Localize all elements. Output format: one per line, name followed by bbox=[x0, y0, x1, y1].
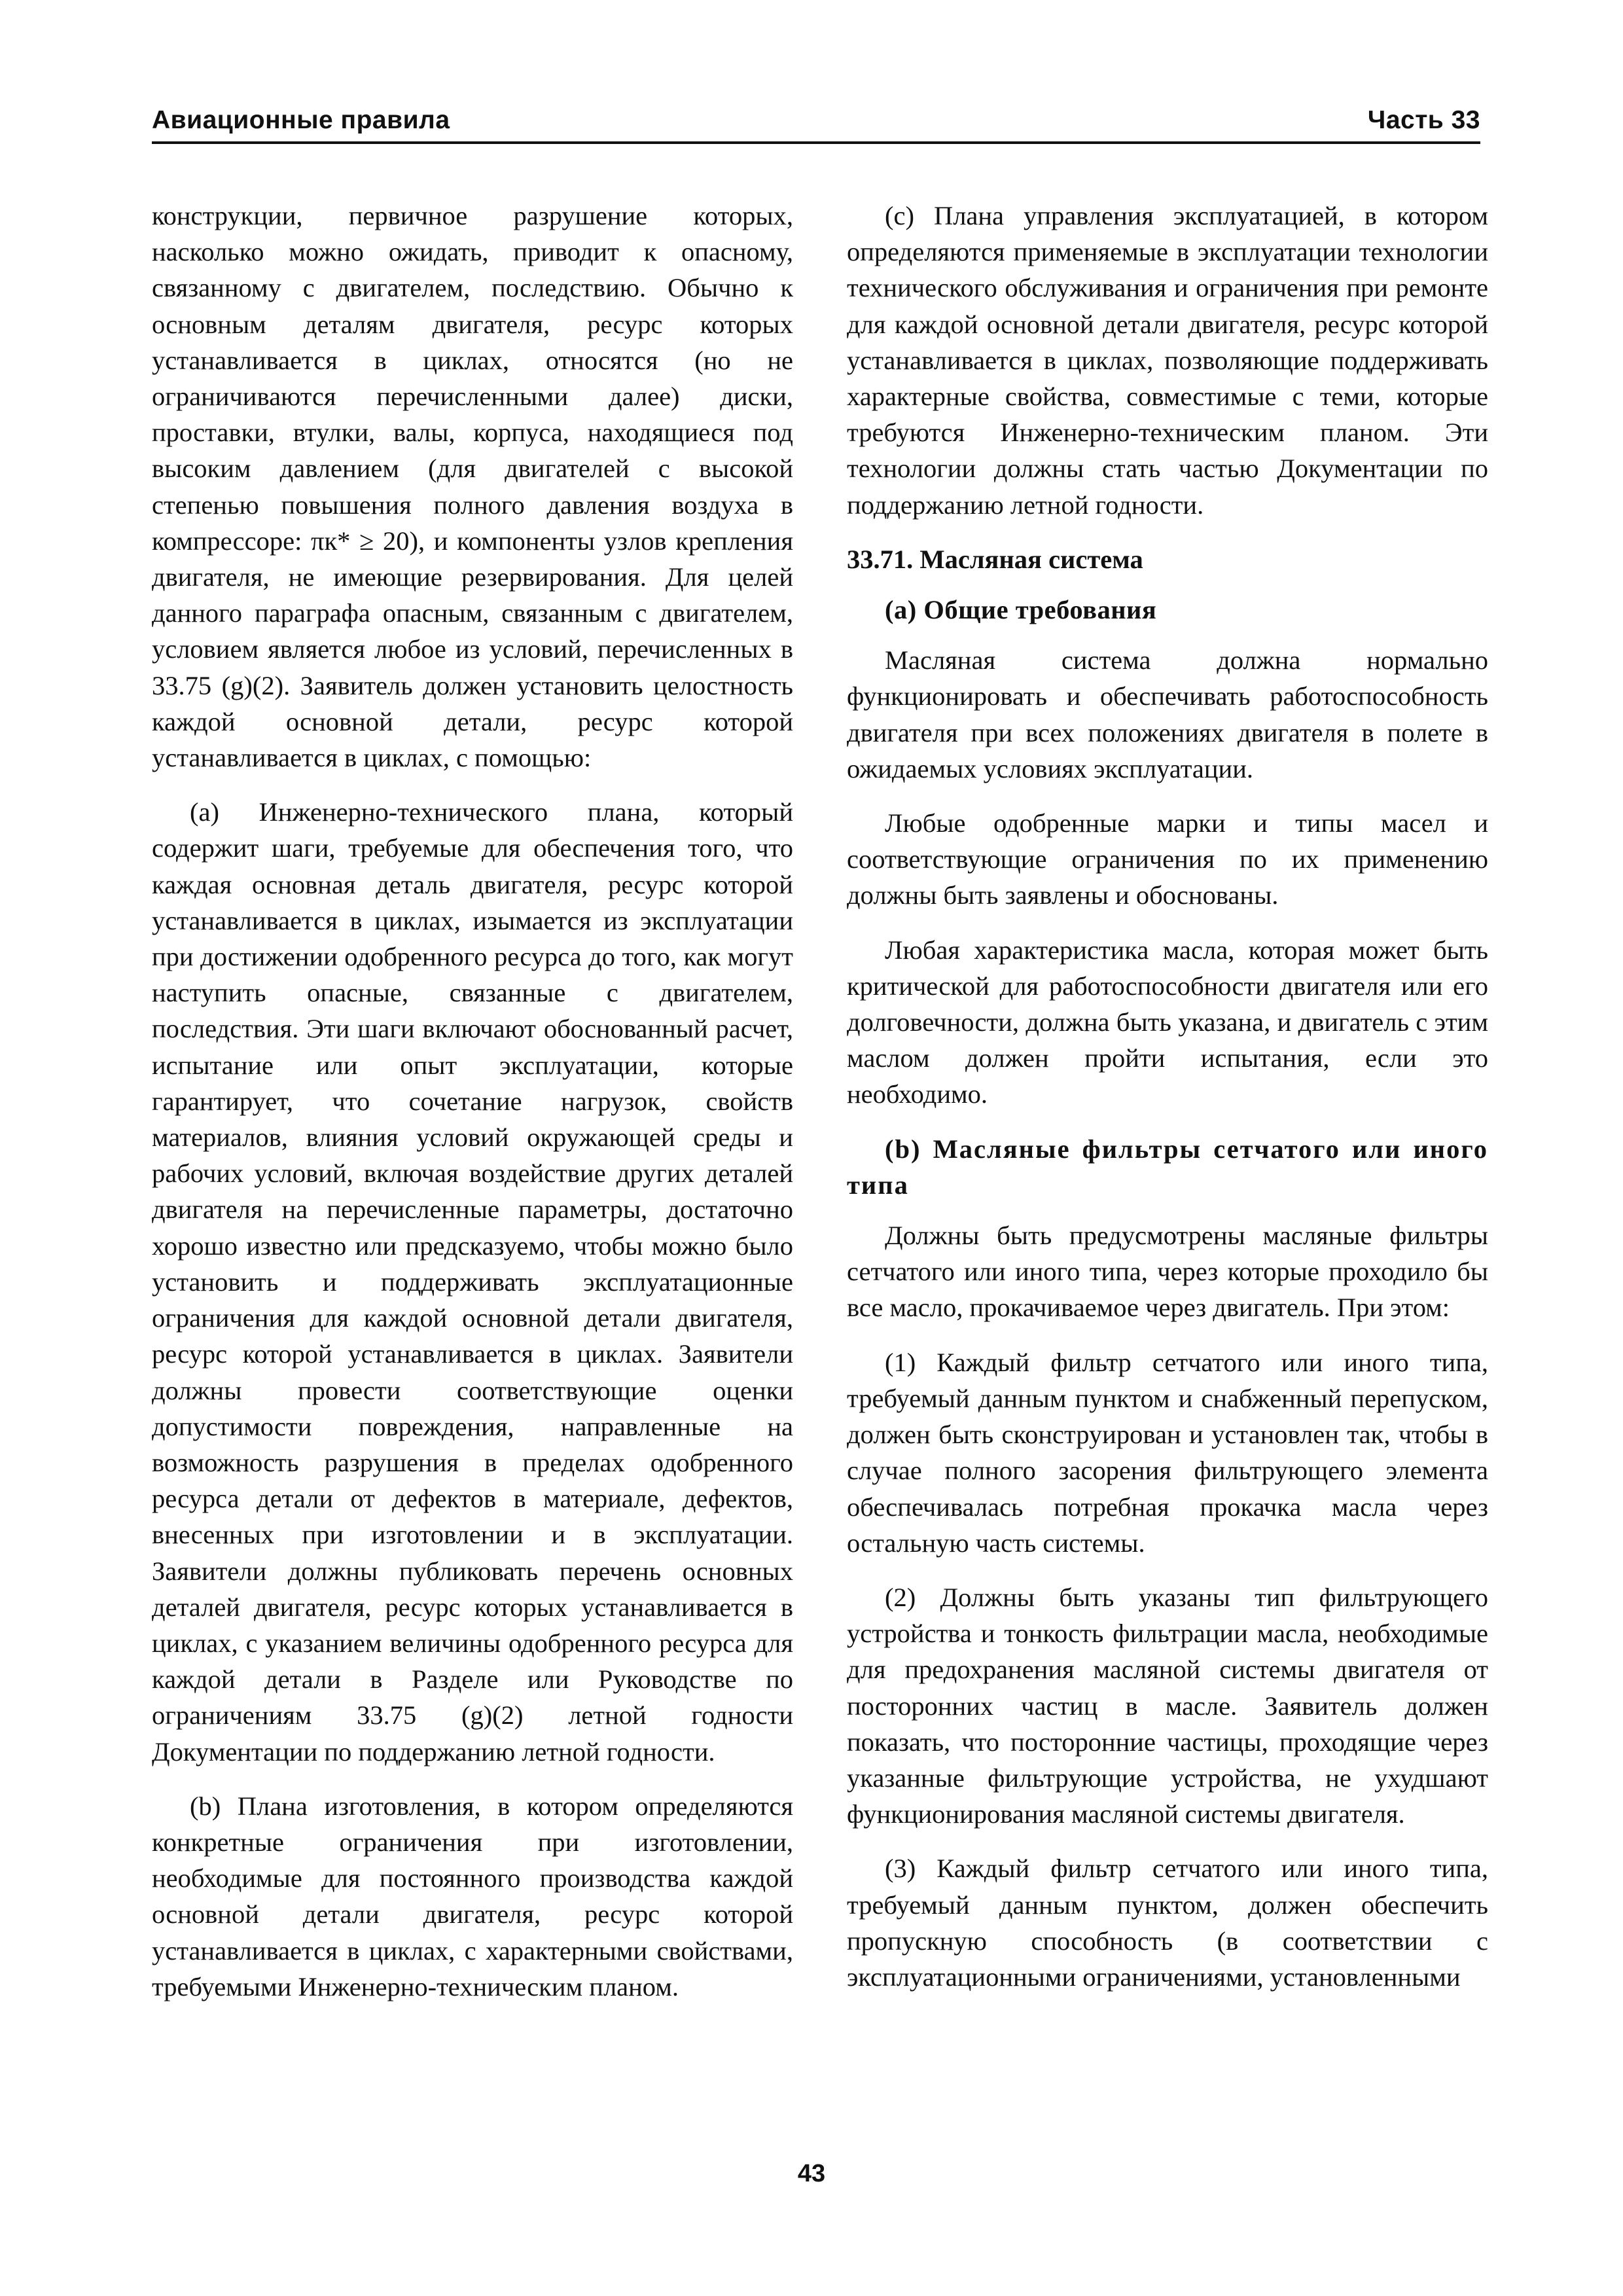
filter-item-1: (1) Каждый фильтр сетчатого или иного типа, требуемый данным пунктом и снабженный перепуском, должен быть сконструирован и установлен так, чтобы в случае полного засорения фильтрующего элемента обеспечивалась потребная прокачка масла через остальную часть системы. bbox=[847, 1347, 1488, 1558]
left-column bbox=[152, 198, 793, 2023]
manufacturing-plan-item: (b) Плана изготовления, в котором определяются конкретные ограничения при изготовлении, необходимые для постоянного производства каждой основной детали двигателя, ресурс которой устанавливается в циклах, с характерными свойствами, требуемыми Инженерно-техническим планом. bbox=[152, 1791, 793, 2001]
engineering-plan-item: (а) Инженерно-технического плана, который содержит шаги, требуемые для обеспечения того, что каждая основная деталь двигателя, ресурс которой устанавливается в циклах, изымается из эксплуатации при достижении одобренного ресурса до того, как могут наступить опасные, связанные с двигателем, последствия. Эти шаги включают обоснованный расчет, испытание или опыт эксплуатации, которые гарантирует, что сочетание нагрузок, свойств материалов, влияния условий окружающей среды и рабочих условий, включая воздействие других деталей двигателя на перечисленные параметры, достаточно хорошо известно или предсказуемо, чтобы можно было установить и поддерживать эксплуатационные ограничения для каждой основной детали двигателя, ресурс которой устанавливается в циклах. Заявители должны провести соответствующие оценки допустимости повреждения, направленные на возможность разрушения в пределах одобренного ресурса детали от дефектов в материале, дефектов, внесенных при изготовлении и в эксплуатации. Заявители должны публиковать перечень основных деталей двигателя, ресурс которых устанавливается в циклах, с указанием величины одобренного ресурса для каждой детали в Разделе или Руководстве по ограничениям 33.75 (g)(2) летной годности Документации по поддержанию летной годности. bbox=[152, 797, 793, 1767]
oil-system-paragraph-3: Любая характеристика масла, которая может быть критической для работоспособности двигателя или его долговечности, должна быть указана, и двигатель с этим маслом должен пройти испытания, если это необходимо. bbox=[847, 935, 1488, 1109]
intro-paragraph: конструкции, первичное разрушение которых, насколько можно ожидать, приводит к опасному, связанному с двигателем, последствию. Обычно к основным деталям двигателя, ресурс которых устанавливается в циклах, относятся (но не ограничиваются перечисленными далее) диски, проставки, втулки, валы, корпуса, находящиеся под высоким давлением (для двигателей с высокой степенью повышения полного давления воздуха в компрессоре: πк* ≥ 20), и компоненты узлов крепления двигателя, не имеющие резервирования. Для целей данного параграфа опасным, связанным с двигателем, условием является любое из условий, перечисленных в 33.75 (g)(2). Заявитель должен установить целостность каждой основной детали, ресурс которой устанавливается в циклах, с помощью: bbox=[152, 201, 793, 773]
section-heading-oil-system: 33.71. Масляная система bbox=[847, 544, 1143, 574]
right-column bbox=[847, 198, 1488, 2013]
subsection-heading-filters: (b) Масляные фильтры сетчатого или иного типа bbox=[847, 1134, 1488, 1200]
filter-item-3: (3) Каждый фильтр сетчатого или иного типа, требуемый данным пунктом, должен обеспечить пропускную способность (в соответствии с эксплуатационными ограничениями, установленными bbox=[847, 1854, 1488, 1992]
running-header bbox=[152, 105, 1480, 144]
oil-system-paragraph-1: Масляная система должна нормально функционировать и обеспечивать работоспособность двигателя при всех положениях двигателя в полете в ожидаемых условиях эксплуатации. bbox=[847, 645, 1488, 783]
page-number: 43 bbox=[797, 2160, 826, 2187]
filter-item-2: (2) Должны быть указаны тип фильтрующего устройства и тонкость фильтрации масла, необходимые для предохранения масляной системы двигателя от посторонних частиц в масле. Заявитель должен показать, что посторонние частицы, проходящие через указанные фильтрующие устройства, не ухудшают функционирования масляной системы двигателя. bbox=[847, 1582, 1488, 1829]
header-publication-title: Авиационные правила bbox=[152, 106, 450, 134]
subsection-heading-general: (а) Общие требования bbox=[885, 595, 1157, 625]
header-part-number: Часть 33 bbox=[1367, 106, 1480, 134]
filters-paragraph: Должны быть предусмотрены масляные фильтры сетчатого или иного типа, через которые проходило бы все масло, прокачиваемое через двигатель. При этом: bbox=[847, 1221, 1488, 1323]
service-plan-item: (c) Плана управления эксплуатацией, в котором определяются применяемые в эксплуатации технологии технического обслуживания и ограничения при ремонте для каждой основной детали двигателя, ресурс которой устанавливается в циклах, позволяющие поддерживать характерные свойства, совместимые с теми, которые требуются Инженерно-техническим планом. Эти технологии должны стать частью Документации по поддержанию летной годности. bbox=[847, 201, 1488, 520]
oil-system-paragraph-2: Любые одобренные марки и типы масел и соответствующие ограничения по их применению должны быть заявлены и обоснованы. bbox=[847, 808, 1488, 910]
